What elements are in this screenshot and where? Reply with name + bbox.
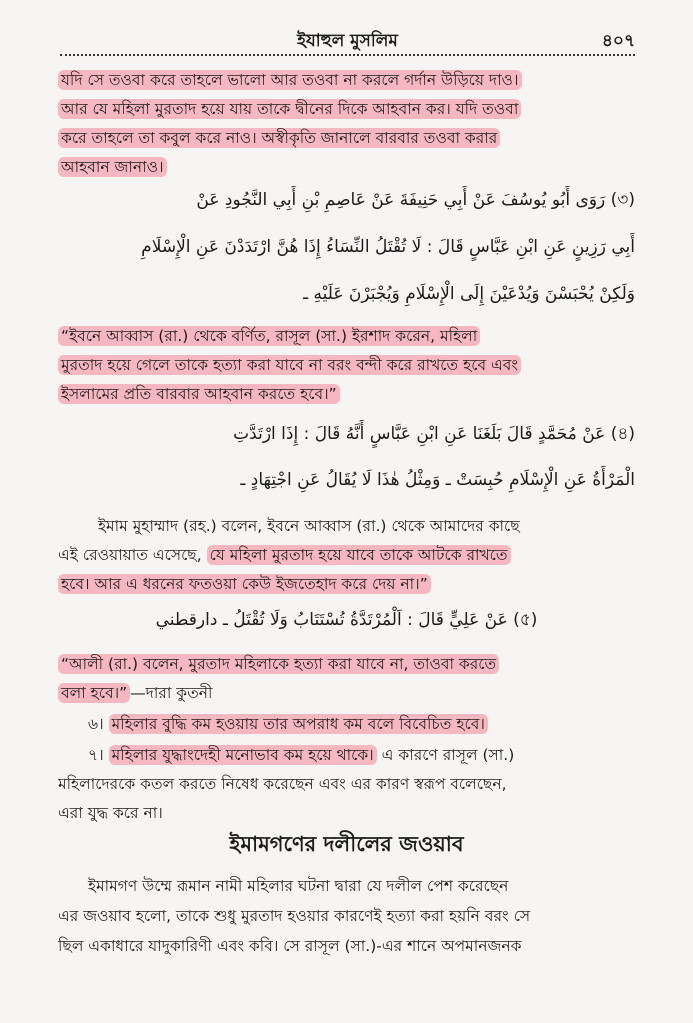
section-line-1: ইমামগণ উম্মে রূমান নামী মহিলার ঘটনা দ্বারা যে দলীল পেশ করেছেন [88, 877, 509, 895]
quote3-line-2: মুরতাদ হয়ে গেলে তাকে হত্যা করা যাবে না বরং বন্দী করে রাখতে হবে এবং [58, 351, 635, 379]
point-7-line-2: মহিলাদেরকে কতল করতে নিষেধ করেছেন এবং এর কারণ স্বরূপ বলেছেন, [58, 775, 507, 793]
running-title: ইযাহুল মুসলিম [297, 31, 398, 51]
arabic5-line: (৫) عَنْ عَلِيٍّ قَالَ : اَلْمُرْتَدَّةُ تُسْتَتَابُ وَلَا تُقْتَلُ ـ دارقطني [155, 610, 538, 630]
point-6: ৬। মহিলার বুদ্ধি কম হওয়ায় তার অপরাধ কম বলে বিবেচিত হবে। [58, 710, 635, 738]
para1-line-1: যদি সে তওবা করে তাহলে ভালো আর তওবা না করলে গর্দান উড়িয়ে দাও। [58, 66, 635, 94]
quote4-line-1: ইমাম মুহাম্মাদ (রহ.) বলেন, ইবনে আব্বাস (রা.) থেকে আমাদের কাছে [98, 517, 520, 535]
quote4-line-3: হবে। আর এ ধরনের ফতওয়া কেউ ইজতেহাদ করে দেয় না।” [58, 570, 635, 598]
quote5-line-2: বলা হবে।” —দারা কুতনী [58, 679, 635, 707]
para1-line-4: আহবান জানাও। [58, 153, 635, 181]
point-7-line-3: এরা যুদ্ধ করে না। [58, 804, 163, 822]
arabic3-line-1: (৩) رَوَى أَبُو يُوسُفَ عَنْ أَبِي حَنِيفَةَ عَنْ عَاصِمِ بْنِ أَبِي النَّجُودِ عَنْ [196, 190, 635, 210]
arabic4-line-2: الْمَرْأَةُ عَنِ الْإِسْلَامِ حُبِسَتْ ـ وَمِثْلُ هٰذَا لَا يُقَالُ عَنِ اجْتِهَادٍ ـ [240, 470, 635, 490]
section-line-2: এর জওয়াব হলো, তাকে শুধু মুরতাদ হওয়ার কারণেই হত্যা করা হয়নি বরং সে [58, 907, 531, 925]
arabic4-line-1: (৪) عَنْ مُحَمَّدٍ قَالَ بَلَغَنَا عَنِ ابْنِ عَبَّاسٍ أَنَّهُ قَالَ : إِذَا ارْتَدَّتِ [233, 424, 635, 444]
quote3-line-3: ইসলামের প্রতি বারবার আহবান করতে হবে।” [58, 380, 635, 408]
quote4-line-2: এই রেওয়ায়াত এসেছে, যে মহিলা মুরতাদ হয়ে যাবে তাকে আটকে রাখতে [58, 541, 635, 569]
header-divider [60, 54, 635, 56]
para1-line-3: করে তাহলে তা কবুল করে নাও। অস্বীকৃতি জানালে বারবার তওবা করার [58, 124, 635, 152]
section-line-3: ছিল একাধারে যাদুকারিণী এবং কবি। সে রাসূল (সা.)-এর শানে অপমানজনক [58, 937, 522, 955]
arabic3-line-3: وَلَكِنْ يُحْبَسْنَ وَيُدْعَيْنَ إِلَى الْإِسْلَامِ وَيُجْبَرْنَ عَلَيْهِ ـ [303, 284, 635, 304]
page-header [60, 28, 635, 58]
point-7-line-1: ৭। মহিলার যুদ্ধাংদেহী মনোভাব কম হয়ে থাকে। এ কারণে রাসূল (সা.) [88, 746, 515, 764]
page-number: ৪০৭ [601, 31, 635, 51]
arabic3-line-2: أَبِي رَزِينٍ عَنِ ابْنِ عَبَّاسٍ قَالَ : لَا تُقْتَلُ النِّسَاءُ إِذَا هُنَّ ارْتَدَدْنَ عَنِ الْإِسْلَامِ [141, 237, 635, 257]
quote5-line-1: “আলী (রা.) বলেন, মুরতাদ মহিলাকে হত্যা করা যাবে না, তাওবা করতে [58, 650, 635, 678]
quote3-line-1: “ইবনে আব্বাস (রা.) থেকে বর্ণিত, রাসূল (সা.) ইরশাদ করেন, মহিলা [58, 322, 635, 350]
section-heading: ইমামগণের দলীলের জওয়াব [229, 832, 464, 856]
para1-line-2: আর যে মহিলা মুরতাদ হয়ে যায় তাকে দ্বীনের দিকে আহবান কর। যদি তওবা [58, 95, 635, 123]
